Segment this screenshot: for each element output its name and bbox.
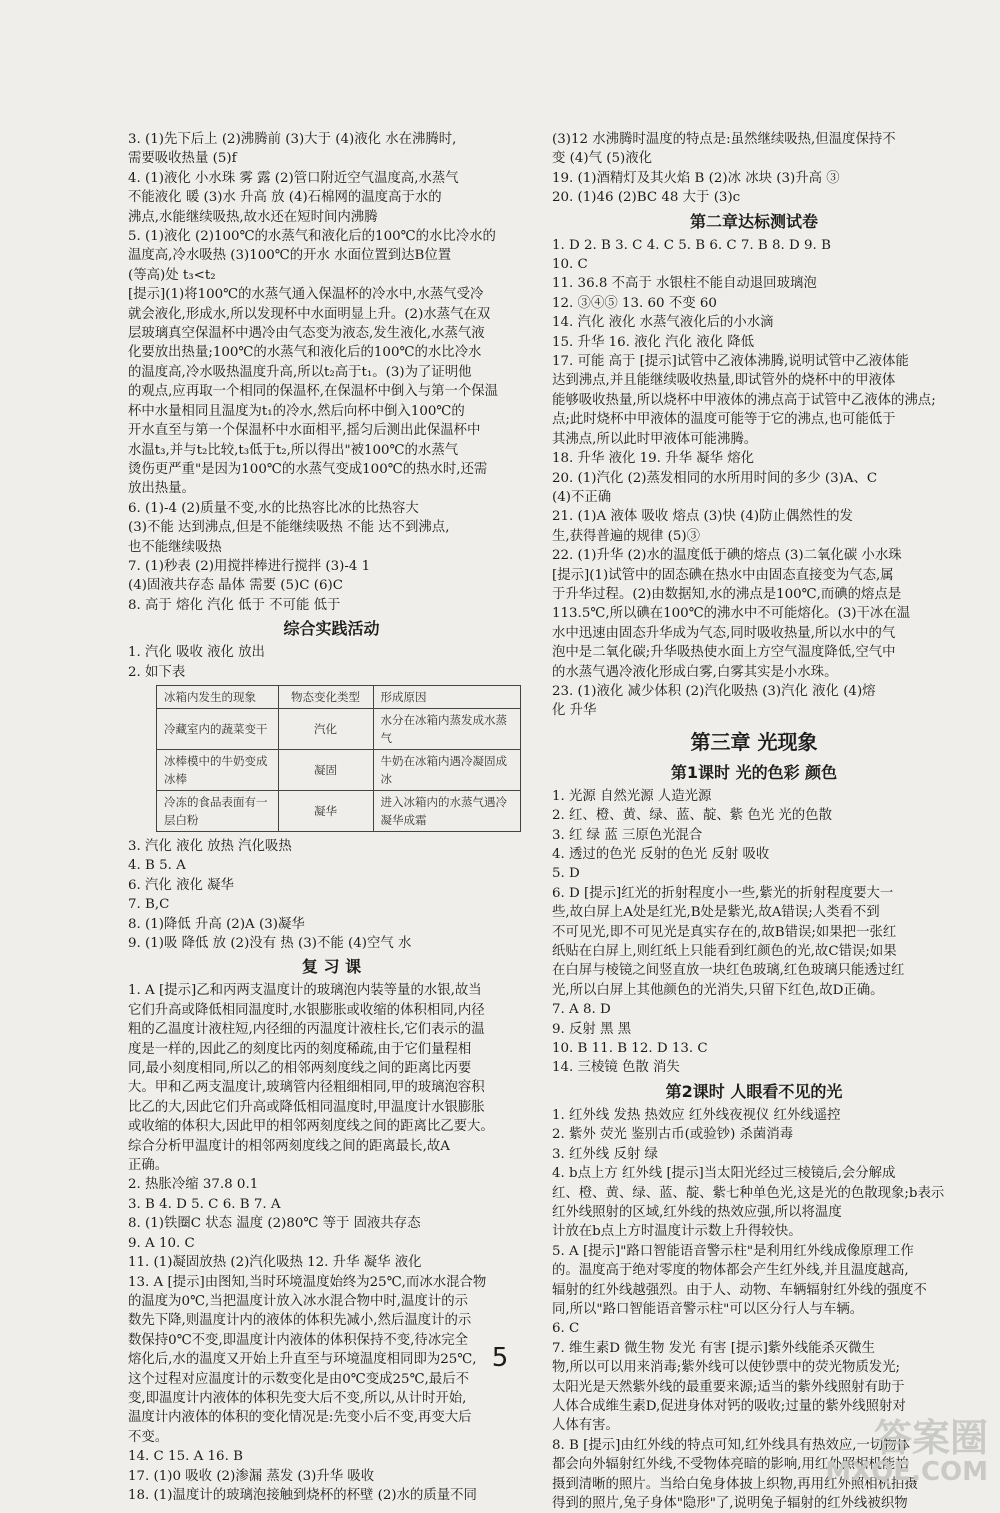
answer-line: 红外线照射的区域,红外线的热效应强,所以将温度 bbox=[552, 1204, 842, 1220]
answer-line: 化要放出热量;100℃的水蒸气和液化后的100℃的水比冷水 bbox=[128, 345, 482, 361]
answer-line: 2. 红、橙、黄、绿、蓝、靛、紫 色光 光的色散 bbox=[552, 808, 832, 824]
answer-line: 不能液化 暖 (3)水 升高 放 (4)石棉网的温度高于水的 bbox=[128, 190, 442, 206]
answer-line: 6. (1)-4 (2)质量不变,水的比热容比冰的比热容大 bbox=[128, 500, 419, 516]
answer-line: 开水直至与第一个保温杯中水面相平,摇匀后测出此保温杯中 bbox=[128, 423, 481, 439]
answer-line: 比乙的大,因此它们升高或降低相同温度时,甲温度计水银膨胀 bbox=[128, 1099, 485, 1115]
answer-line: 层玻璃真空保温杯中遇冷由气态变为液态,发生液化,水蒸气液 bbox=[128, 326, 485, 342]
answer-line: 的水蒸气遇冷液化形成白雾,白雾其实是小水珠。 bbox=[552, 664, 838, 680]
table-cell: 冷冻的食品表面有一层白粉 bbox=[157, 790, 279, 831]
answer-line: 7. A 8. D bbox=[552, 1002, 611, 1018]
answer-line: 8. (1)降低 升高 (2)A (3)凝华 bbox=[128, 916, 305, 932]
answer-line: 4. 透过的色光 反射的色光 反射 吸收 bbox=[552, 847, 770, 862]
watermark-line-1: 答案圈 bbox=[873, 1416, 988, 1460]
section-heading: 第二章达标测试卷 bbox=[689, 211, 818, 231]
answer-line: 光,所以白屏上其他颜色的光消失,只留下红色,故D正确。 bbox=[552, 982, 884, 998]
answer-line: 其沸点,所以此时甲液体可能沸腾。 bbox=[552, 431, 758, 447]
answer-line: 变,即温度计内液体的体积先变大后不变,所以,从计时开始, bbox=[128, 1390, 467, 1406]
answer-line: (等高)处 t₃<t₂ bbox=[128, 267, 216, 283]
answer-line: 1. 红外线 发热 热效应 红外线夜视仪 红外线遥控 bbox=[552, 1107, 841, 1123]
answer-line: 就会液化,形成水,所以发现杯中水面明显上升。(2)水蒸气在双 bbox=[128, 306, 491, 322]
answer-line: 温度计内液体的体积的变化情况是:先变小后不变,再变大后 bbox=[128, 1410, 472, 1426]
answer-line: 113.5℃,所以碘在100℃的沸水中不可能熔化。(3)干冰在温 bbox=[552, 606, 911, 622]
answer-line: 5. A [提示]"路口智能语音警示柱"是利用红外线成像原理工作 bbox=[552, 1243, 914, 1259]
answer-line: 数保持0℃不变,即温度计内液体的体积保持不变,待冰完全 bbox=[128, 1332, 468, 1348]
answer-line: 3. 汽化 液化 放热 汽化吸热 bbox=[128, 838, 292, 854]
answer-line: 在白屏与棱镜之间竖直放一块红色玻璃,红色玻璃只能透过红 bbox=[552, 963, 905, 979]
chapter-heading: 第三章 光现象 bbox=[690, 729, 818, 754]
answer-line: 同,所以"路口智能语音警示柱"可以区分行人与车辆。 bbox=[552, 1301, 864, 1317]
answer-line: 3. B 4. D 5. C 6. B 7. A bbox=[128, 1196, 281, 1212]
answer-line: 5. D bbox=[552, 866, 580, 882]
answer-line: 2. 紫外 荧光 鉴别古币(或验钞) 杀菌消毒 bbox=[552, 1127, 794, 1143]
answer-line: 水中迅速由固态升华成为气态,同时吸收热量,所以水中的气 bbox=[552, 625, 896, 641]
answer-line: 1. 汽化 吸收 液化 放出 bbox=[128, 645, 265, 661]
answer-line: (3)12 水沸腾时温度的特点是:虽然继续吸热,但温度保持不 bbox=[552, 132, 896, 147]
answer-line: 于升华过程。(2)由数据知,水的沸点是100℃,而碘的熔点是 bbox=[552, 586, 902, 602]
answer-line: 21. (1)A 液体 吸收 熔点 (3)快 (4)防止偶然性的发 bbox=[552, 509, 853, 525]
answer-line: 17. (1)0 吸收 (2)渗漏 蒸发 (3)升华 吸收 bbox=[128, 1468, 375, 1484]
answer-line: 14. 汽化 液化 水蒸气液化后的小水滴 bbox=[552, 315, 774, 331]
answer-line: 也不能继续吸热 bbox=[128, 539, 222, 555]
answer-line: 9. A 10. C bbox=[128, 1235, 195, 1251]
answer-line: 计放在b点上方时温度计示数上升得较快。 bbox=[552, 1224, 802, 1240]
answer-line: 太阳光是天然紫外线的最重要来源;适当的紫外线照射有助于 bbox=[552, 1379, 905, 1395]
answer-line: 8. 高于 熔化 汽化 低于 不可能 低于 bbox=[128, 597, 341, 613]
answer-line: 能够吸收热量,所以烧杯中甲液体的沸点高于试管中乙液体的沸点; bbox=[552, 392, 936, 408]
answer-line: 13. A [提示]由图知,当时环境温度始终为25℃,而冰水混合物 bbox=[128, 1274, 487, 1290]
answer-line: 6. C bbox=[552, 1321, 580, 1337]
answer-line: 9. (1)吸 降低 放 (2)没有 热 (3)不能 (4)空气 水 bbox=[128, 936, 412, 951]
answer-line: 3. 红外线 反射 绿 bbox=[552, 1146, 658, 1162]
answer-line: 正确。 bbox=[128, 1158, 169, 1174]
answer-line: 的。温度高于绝对零度的物体都会产生红外线,并且温度越高, bbox=[552, 1263, 909, 1279]
section-heading: 复 习 课 bbox=[301, 957, 362, 977]
section-heading: 综合实践活动 bbox=[283, 619, 380, 639]
watermark-logo bbox=[825, 1418, 988, 1486]
right-column bbox=[552, 130, 956, 1513]
answer-line: 8. (1)铁圈C 状态 温度 (2)80℃ 等于 固液共存态 bbox=[128, 1216, 421, 1232]
answer-line: 综合分析甲温度计的相邻两刻度线之间的距离最长,故A bbox=[128, 1138, 450, 1154]
answer-line: 7. (1)秒表 (2)用搅拌棒进行搅拌 (3)-4 1 bbox=[128, 558, 371, 574]
answer-line: 4. B 5. A bbox=[128, 858, 186, 874]
answer-line: 都会向外辐射红外线,不受物体亮暗的影响,用红外照相机能拍 bbox=[552, 1457, 909, 1473]
answer-line: 1. 光源 自然光源 人造光源 bbox=[552, 788, 712, 804]
answer-line: 摄到清晰的照片。当给白兔身体披上织物,再用红外照相机拍摄 bbox=[552, 1476, 918, 1492]
answer-line: 11. 36.8 不高于 水银柱不能自动退回玻璃泡 bbox=[552, 276, 817, 292]
answer-line: 1. D 2. B 3. C 4. C 5. B 6. C 7. B 8. D 9. B bbox=[552, 237, 831, 253]
section-heading: 第1课时 光的色彩 颜色 bbox=[670, 762, 838, 782]
answer-line: 19. (1)酒精灯及其火焰 B (2)冰 冰块 (3)升高 ③ bbox=[552, 170, 840, 186]
answer-line: 6. D [提示]红光的折射程度小一些,紫光的折射程度要大一 bbox=[552, 885, 894, 901]
answer-line: 4. b点上方 红外线 [提示]当太阳光经过三棱镜后,会分解成 bbox=[552, 1166, 896, 1182]
answer-line: 变 (4)气 (5)液化 bbox=[552, 151, 653, 167]
table-cell: 物态变化类型 bbox=[278, 685, 373, 708]
table-cell: 汽化 bbox=[278, 708, 373, 749]
section-heading: 第2课时 人眼看不见的光 bbox=[665, 1081, 843, 1101]
table-cell: 凝固 bbox=[278, 749, 373, 790]
left-column bbox=[128, 130, 535, 1505]
answer-line: (4)不正确 bbox=[552, 489, 612, 505]
answer-line: 2. 热胀冷缩 37.8 0.1 bbox=[128, 1177, 259, 1193]
answer-line: 人体有害。 bbox=[552, 1418, 619, 1434]
table-row bbox=[157, 790, 521, 831]
answer-line: 需要吸收热量 (5)f bbox=[128, 151, 237, 167]
table-cell: 牛奶在冰箱内遇冷凝固成冰 bbox=[373, 749, 520, 790]
answer-line: 的观点,应再取一个相同的保温杯,在保温杯中倒入与第一个保温 bbox=[128, 384, 499, 400]
answer-line: 辐射的红外线越强烈。由于人、动物、车辆辐射红外线的强度不 bbox=[552, 1282, 927, 1298]
answer-line: 20. (1)46 (2)BC 48 大于 (3)c bbox=[552, 190, 741, 206]
answer-line: 7. 维生素D 微生物 发光 有害 [提示]紫外线能杀灭微生 bbox=[552, 1340, 876, 1356]
answer-line: 泡中是二氧化碳;升华吸热使水面上方空气温度降低,空气中 bbox=[552, 645, 896, 661]
answer-line: 10. C bbox=[552, 257, 588, 273]
answer-line: 9. 反射 黑 黑 bbox=[552, 1021, 632, 1037]
answer-line: 同,最小刻度相同,所以乙的相邻两刻度线之间的距离比丙要 bbox=[128, 1061, 472, 1077]
answer-line: 温度高,冷水吸热 (3)100℃的开水 水面位置到达B位置 bbox=[128, 248, 452, 264]
answer-line: 或收缩的体积大,因此甲的相邻两刻度线之间的距离比乙要大。 bbox=[128, 1119, 494, 1135]
answer-line: 达到沸点,并且能继续吸收热量,即试管外的烧杯中的甲液体 bbox=[552, 373, 896, 389]
answer-line: 烫伤更严重"是因为100℃的水蒸气变成100℃的热水时,还需 bbox=[128, 461, 488, 477]
table-cell: 水分在冰箱内蒸发成水蒸气 bbox=[373, 708, 520, 749]
watermark-line-2: MXQE.COM bbox=[825, 1457, 988, 1487]
table-cell: 冰棒模中的牛奶变成冰棒 bbox=[157, 749, 279, 790]
table-header-row bbox=[157, 685, 521, 708]
answer-line: 的温度为0℃,当把温度计放入冰水混合物中时,温度计的示 bbox=[128, 1293, 468, 1309]
answer-line: 人体合成维生素D,促进身体对钙的吸收;过量的紫外线照射对 bbox=[552, 1398, 906, 1414]
answer-line: 5. (1)液化 (2)100℃的水蒸气和液化后的100℃的水比冷水的 bbox=[128, 229, 496, 245]
answer-line: 20. (1)汽化 (2)蒸发相同的水所用时间的多少 (3)A、C bbox=[552, 470, 878, 486]
table-row bbox=[157, 749, 521, 790]
table-cell: 进入冰箱内的水蒸气遇冷凝华成霜 bbox=[373, 790, 520, 831]
answer-line: 这个过程对应温度计的示数变化是由0℃变成25℃,最后不 bbox=[128, 1371, 469, 1387]
answer-line: 7. B,C bbox=[128, 897, 170, 913]
answer-line: 14. C 15. A 16. B bbox=[128, 1449, 243, 1465]
answer-line: 数先下降,则温度计内的液体的体积先减小,然后温度计的示 bbox=[128, 1313, 472, 1329]
answer-line: 22. (1)升华 (2)水的温度低于碘的熔点 (3)二氧化碳 小水珠 bbox=[552, 548, 902, 564]
answer-line: 10. B 11. B 12. D 13. C bbox=[552, 1041, 708, 1057]
answer-line: 化 升华 bbox=[552, 703, 597, 719]
answer-line: 生,获得普遍的规律 (5)③ bbox=[552, 528, 700, 544]
answer-line: 14. 三棱镜 色散 消失 bbox=[552, 1060, 680, 1076]
answer-line: 沸点,水能继续吸热,故水还在短时间内沸腾 bbox=[128, 209, 378, 225]
answer-line: 2. 如下表 bbox=[128, 664, 186, 680]
answer-line: [提示](1)试管中的固态碘在热水中由固态直接变为气态,属 bbox=[552, 567, 894, 583]
answer-line: 红、橙、黄、绿、蓝、靛、紫七种单色光,这是光的色散现象;b表示 bbox=[552, 1185, 945, 1201]
answer-line: 杯中水量相同且温度为t₁的冷水,然后向杯中倒入100℃的 bbox=[128, 403, 465, 419]
answer-line: 些,故白屏上A处是红光,B处是紫光,故A错误;人类看不到 bbox=[552, 905, 880, 921]
table-cell: 冷藏室内的蔬菜变干 bbox=[157, 708, 279, 749]
answer-line: 熔化后,水的温度又开始上升直至与环境温度相同即为25℃, bbox=[128, 1352, 477, 1368]
table-cell: 形成原因 bbox=[373, 685, 520, 708]
phase-change-table bbox=[156, 685, 521, 832]
table-row bbox=[157, 708, 521, 749]
answer-line: 物,所以可以用来消毒;紫外线可以使钞票中的荧光物质发光; bbox=[552, 1360, 901, 1376]
answer-line: 放出热量。 bbox=[128, 481, 195, 497]
answer-line: 17. 可能 高于 [提示]试管中乙液体沸腾,说明试管中乙液体能 bbox=[552, 354, 909, 370]
answer-line: 的温度高,冷水吸热温度升高,所以t₂高于t₁。(3)为了证明他 bbox=[128, 364, 472, 380]
answer-line: 15. 升华 16. 液化 汽化 液化 降低 bbox=[552, 334, 755, 350]
answer-line: 6. 汽化 液化 凝华 bbox=[128, 877, 234, 893]
answer-line: 23. (1)液化 减少体积 (2)汽化吸热 (3)汽化 液化 (4)熔 bbox=[552, 683, 876, 699]
answer-line: 12. ③④⑤ 13. 60 不变 60 bbox=[552, 295, 717, 311]
answer-line: [提示](1)将100℃的水蒸气通入保温杯的冷水中,水蒸气受冷 bbox=[128, 287, 484, 303]
answer-line: (3)不能 达到沸点,但是不能继续吸热 不能 达不到沸点, bbox=[128, 520, 450, 536]
answer-line: 1. A [提示]乙和丙两支温度计的玻璃泡内装等量的水银,故当 bbox=[128, 983, 482, 999]
answer-line: 点;此时烧杯中甲液体的温度可能等于它的沸点,也可能低于 bbox=[552, 412, 896, 428]
answer-line: 粗的乙温度计液柱短,内径细的丙温度计液柱长,它们表示的温 bbox=[128, 1022, 485, 1038]
answer-line: 大。甲和乙两支温度计,玻璃管内径粗细相同,甲的玻璃泡容积 bbox=[128, 1080, 485, 1096]
answer-line: 8. B [提示]由红外线的特点可知,红外线具有热效应,一切物体 bbox=[552, 1437, 911, 1453]
answer-line: 3. (1)先下后上 (2)沸腾前 (3)大于 (4)液化 水在沸腾时, bbox=[128, 132, 457, 147]
answer-line: 18. 升华 液化 19. 升华 凝华 熔化 bbox=[552, 451, 755, 467]
answer-line: 得到的照片,兔子身体"隐形"了,说明兔子辐射的红外线被织物 bbox=[552, 1496, 908, 1511]
page-number: 5 bbox=[491, 1343, 509, 1373]
answer-line: 4. (1)液化 小水珠 雾 露 (2)管口附近空气温度高,水蒸气 bbox=[128, 170, 459, 186]
answer-line: 不变。 bbox=[128, 1429, 169, 1445]
table-cell: 冰箱内发生的现象 bbox=[157, 685, 279, 708]
table-cell: 凝华 bbox=[278, 790, 373, 831]
answer-line: 11. (1)凝固放热 (2)汽化吸热 12. 升华 凝华 液化 bbox=[128, 1255, 422, 1271]
answer-line: 它们升高或降低相同温度时,水银膨胀或收缩的体积相同,内径 bbox=[128, 1002, 485, 1018]
answer-line: (4)固液共存态 晶体 需要 (5)C (6)C bbox=[128, 578, 343, 594]
answer-line: 不可见光,即不可见光是真实存在的,故B错误;如果把一张红 bbox=[552, 924, 897, 940]
answer-line: 度是一样的,因此乙的刻度比丙的刻度稀疏,由于它们量程相 bbox=[128, 1041, 472, 1057]
answer-line: 3. 红 绿 蓝 三原色光混合 bbox=[552, 827, 703, 843]
answer-line: 纸贴在白屏上,则红纸上只能看到红颜色的光,故C错误;如果 bbox=[552, 944, 897, 960]
answer-line: 水温t₃,并与t₂比较,t₃低于t₂,所以得出"被100℃的水蒸气 bbox=[128, 442, 459, 458]
answer-line: 18. (1)温度计的玻璃泡接触到烧杯的杯壁 (2)水的质量不同 bbox=[128, 1487, 477, 1503]
